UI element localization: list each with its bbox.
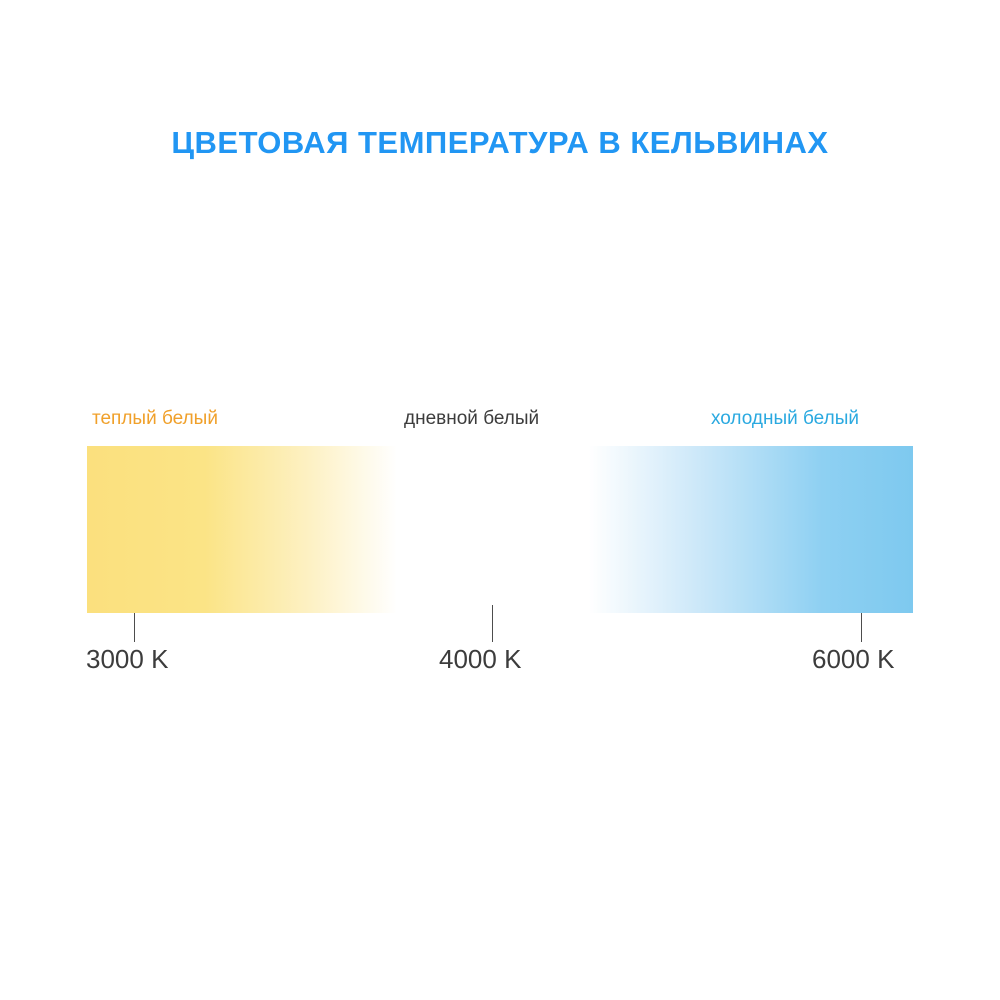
- tick-line-3000k: [134, 613, 135, 642]
- tick-label-6000k: 6000 K: [812, 644, 895, 674]
- color-band-cool-white: [589, 446, 913, 613]
- band-label-cool-white: холодный белый: [711, 408, 859, 429]
- color-band-warm-white: [87, 446, 397, 613]
- page-title: ЦВЕТОВАЯ ТЕМПЕРАТУРА В КЕЛЬВИНАХ: [171, 124, 829, 160]
- band-label-warm-white: теплый белый: [92, 408, 218, 429]
- tick-label-3000k: 3000 K: [86, 644, 169, 674]
- band-label-daylight-white: дневной белый: [404, 408, 540, 429]
- tick-line-6000k: [861, 613, 862, 642]
- tick-label-4000k: 4000 K: [439, 644, 522, 674]
- tick-line-4000k: [492, 605, 493, 642]
